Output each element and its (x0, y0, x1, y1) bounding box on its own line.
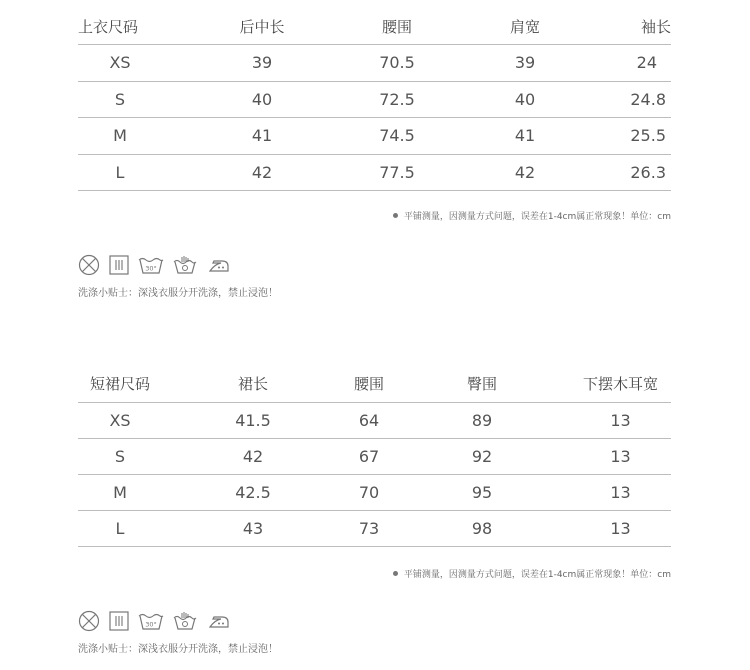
table-row (78, 511, 671, 547)
table-header-row (78, 364, 671, 403)
table-row (78, 45, 671, 82)
cell-value: 24 (618, 45, 671, 82)
iron-icon (206, 255, 230, 275)
bullet-dot (393, 213, 398, 218)
table-row (78, 439, 671, 475)
cell-value: 39 (432, 45, 618, 82)
top-size-section (78, 8, 671, 299)
top-size-table (78, 8, 671, 191)
note-text: 平铺测量，因测量方式问题，误差在1-4cm属正常现象！单位：cm (403, 570, 671, 580)
table-row (78, 154, 671, 191)
cell-value: 26.3 (618, 154, 671, 191)
skirt-size-table (78, 364, 671, 547)
table-row (78, 118, 671, 155)
care-tip: 洗涤小贴士：深浅衣服分开洗涤，禁止浸泡！ (78, 288, 278, 299)
cell-size: XS (78, 45, 162, 82)
header-waist: 腰围 (344, 364, 394, 403)
cell-value: 72.5 (362, 81, 432, 118)
care-instructions (78, 252, 278, 299)
care-icon-row (78, 608, 278, 634)
cell-value: 40 (162, 81, 362, 118)
cell-value: 89 (394, 403, 570, 439)
cell-value: 39 (162, 45, 362, 82)
measurement-note (393, 567, 671, 580)
cell-value: 42 (162, 439, 344, 475)
cell-value: 64 (344, 403, 394, 439)
svg-text:30°: 30° (145, 620, 157, 629)
header-ruffle-width: 下摆木耳宽 (570, 364, 671, 403)
iron-icon (206, 611, 230, 631)
table-header-row (78, 8, 671, 45)
header-back-length: 后中长 (162, 8, 362, 45)
do-not-bleach-icon (78, 610, 100, 632)
measurement-note (393, 209, 671, 222)
cell-value: 43 (162, 511, 344, 547)
tumble-dry-icon (109, 255, 129, 275)
care-icon-row (78, 252, 278, 278)
cell-size: M (78, 118, 162, 155)
cell-value: 98 (394, 511, 570, 547)
wash-30-icon (138, 254, 164, 276)
header-size: 短裙尺码 (78, 364, 162, 403)
cell-size: S (78, 81, 162, 118)
cell-value: 25.5 (618, 118, 671, 155)
cell-value: 70 (344, 475, 394, 511)
table-row (78, 475, 671, 511)
cell-value: 24.8 (618, 81, 671, 118)
header-shoulder: 肩宽 (432, 8, 618, 45)
skirt-size-section (78, 364, 671, 655)
wash-30-icon (138, 610, 164, 632)
care-tip: 洗涤小贴士：深浅衣服分开洗涤，禁止浸泡！ (78, 644, 278, 655)
table-row (78, 403, 671, 439)
header-size: 上衣尺码 (78, 8, 162, 45)
header-hip: 臀围 (394, 364, 570, 403)
cell-size: L (78, 511, 162, 547)
cell-value: 13 (570, 511, 671, 547)
cell-value: 95 (394, 475, 570, 511)
table-row (78, 81, 671, 118)
care-instructions (78, 608, 278, 655)
cell-value: 77.5 (362, 154, 432, 191)
cell-value: 13 (570, 475, 671, 511)
bullet-dot (393, 571, 398, 576)
cell-value: 42.5 (162, 475, 344, 511)
cell-value: 41 (432, 118, 618, 155)
do-not-bleach-icon (78, 254, 100, 276)
cell-size: XS (78, 403, 162, 439)
cell-value: 41 (162, 118, 362, 155)
cell-value: 67 (344, 439, 394, 475)
cell-size: M (78, 475, 162, 511)
cell-value: 13 (570, 439, 671, 475)
cell-value: 42 (162, 154, 362, 191)
header-waist: 腰围 (362, 8, 432, 45)
cell-value: 92 (394, 439, 570, 475)
cell-value: 73 (344, 511, 394, 547)
tumble-dry-icon (109, 611, 129, 631)
note-text: 平铺测量，因测量方式问题，误差在1-4cm属正常现象！单位：cm (403, 212, 671, 222)
hand-wash-icon (173, 610, 197, 632)
cell-value: 13 (570, 403, 671, 439)
cell-size: S (78, 439, 162, 475)
header-sleeve: 袖长 (618, 8, 671, 45)
hand-wash-icon (173, 254, 197, 276)
cell-value: 70.5 (362, 45, 432, 82)
cell-value: 42 (432, 154, 618, 191)
cell-size: L (78, 154, 162, 191)
cell-value: 40 (432, 81, 618, 118)
header-skirt-length: 裙长 (162, 364, 344, 403)
cell-value: 41.5 (162, 403, 344, 439)
cell-value: 74.5 (362, 118, 432, 155)
svg-text:30°: 30° (145, 264, 157, 273)
